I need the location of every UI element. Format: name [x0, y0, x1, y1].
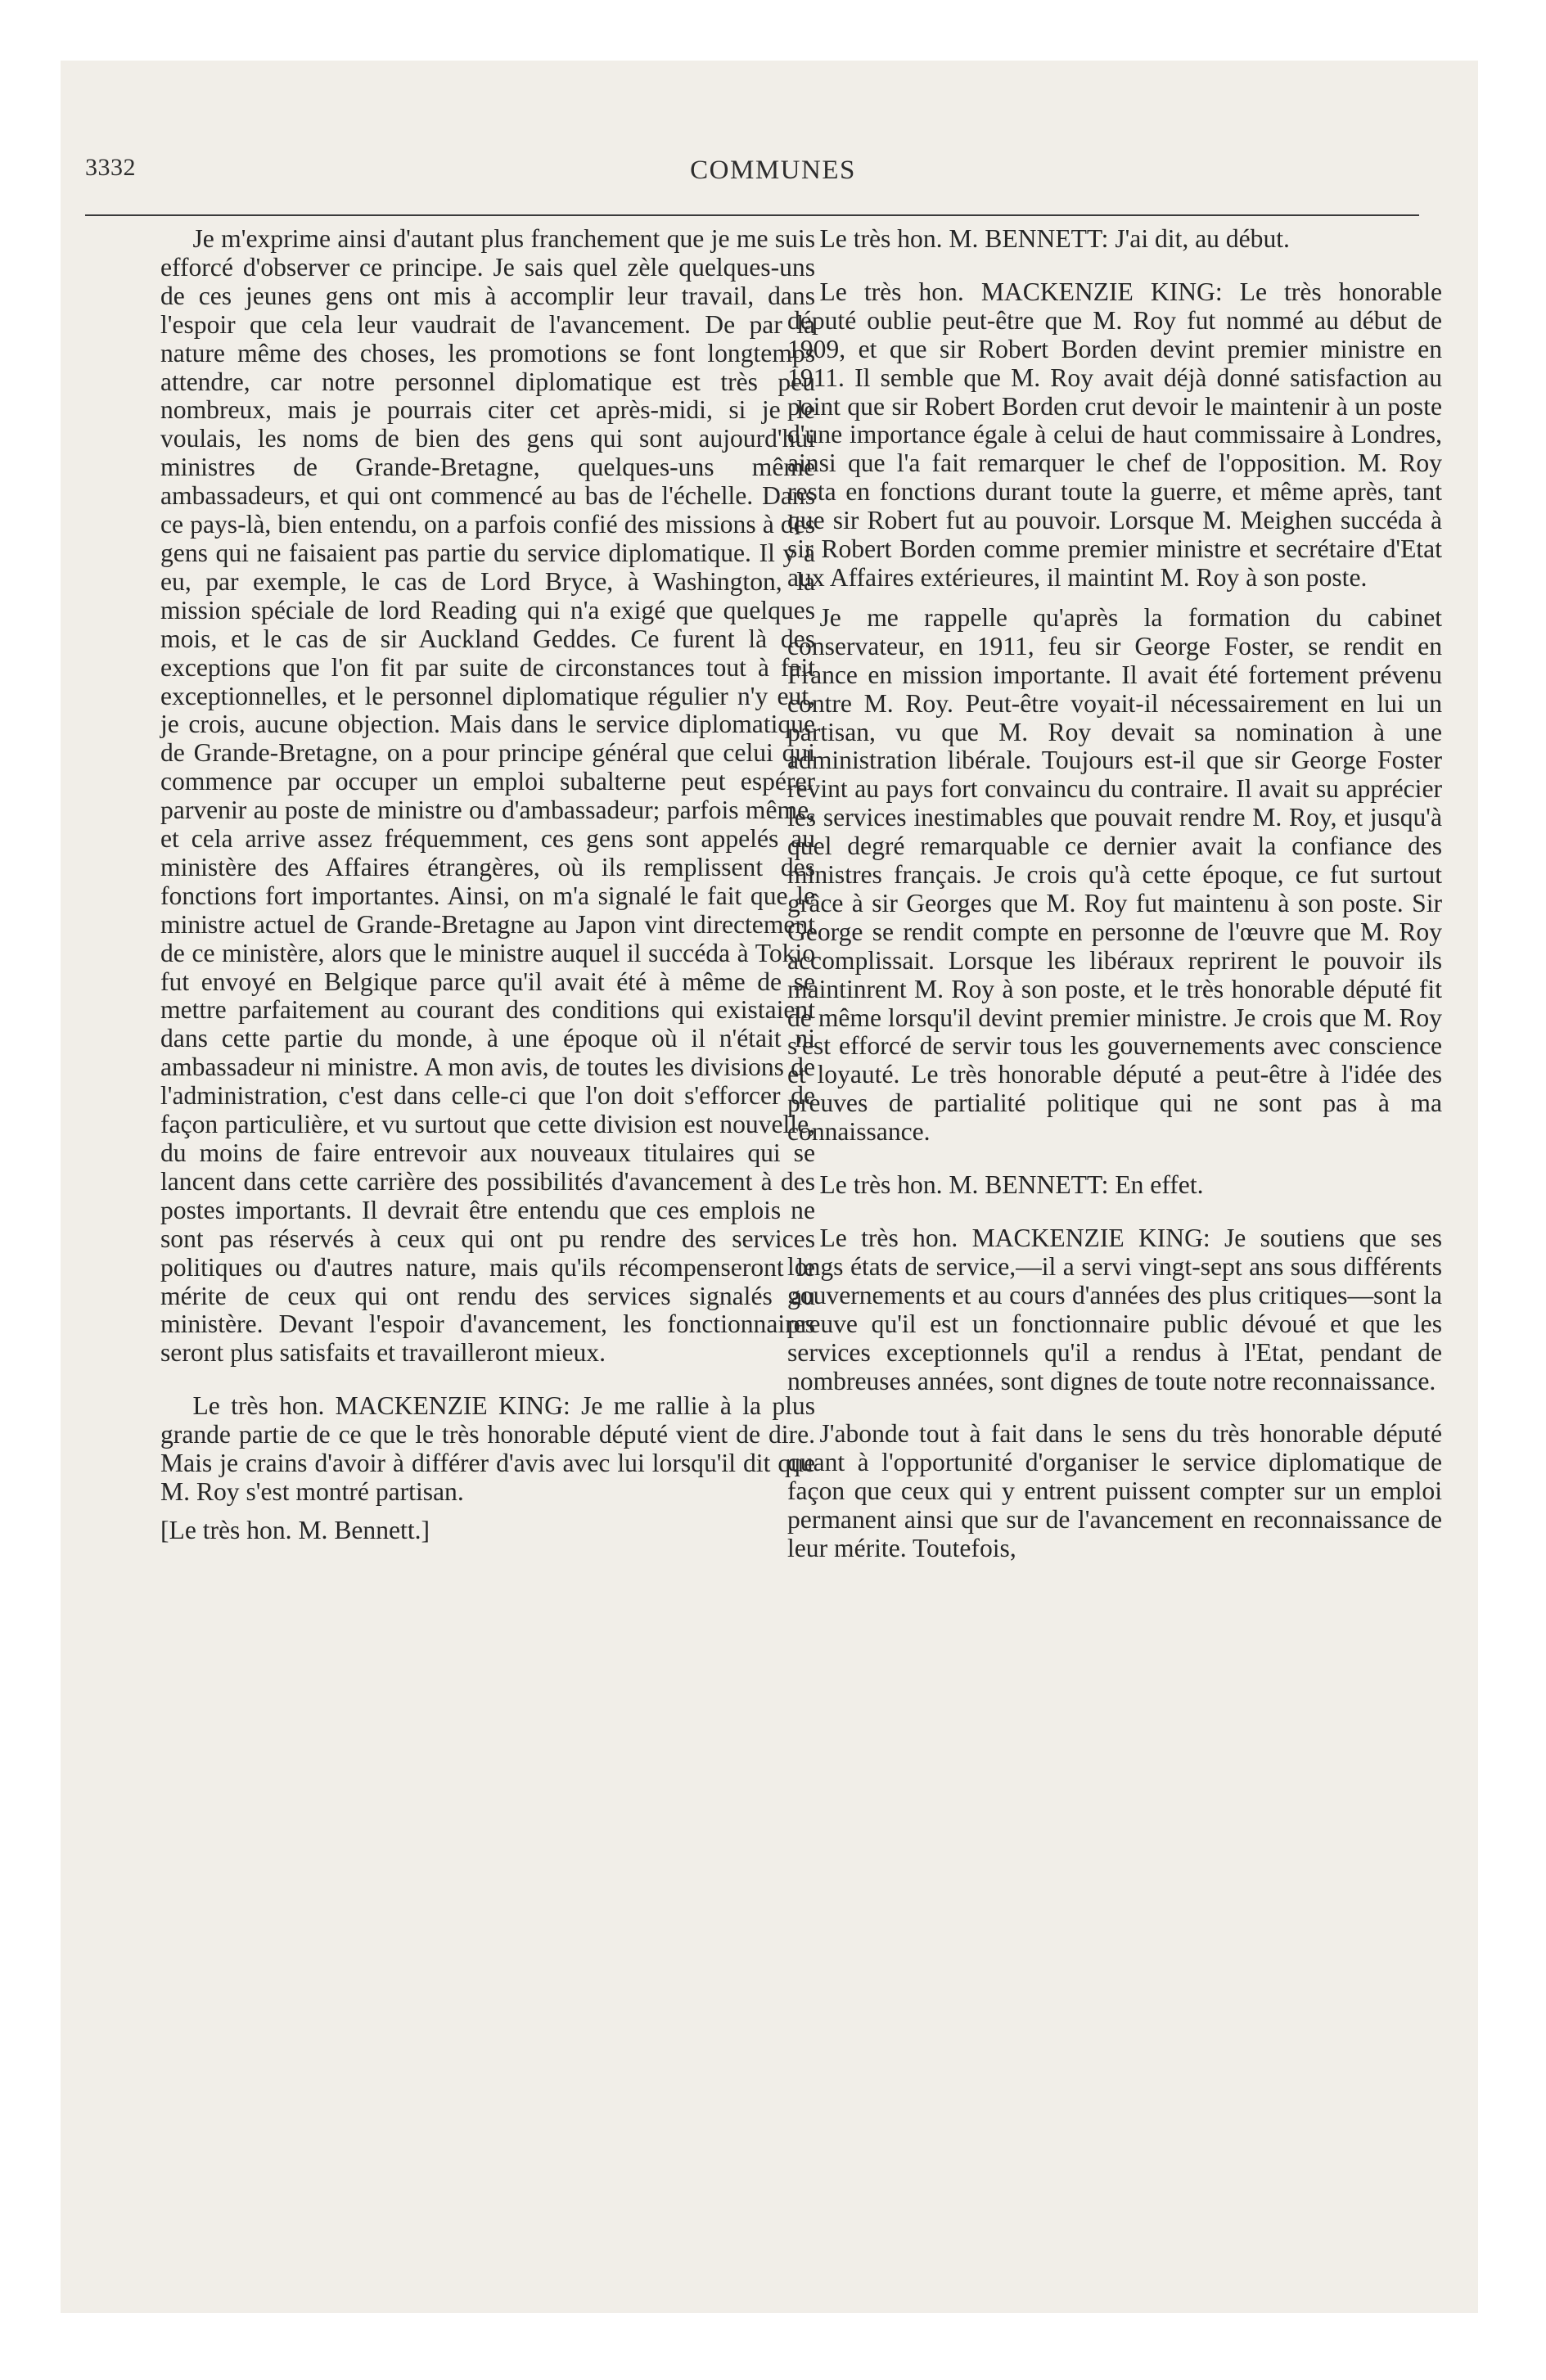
- paragraph: J'abonde tout à fait dans le sens du très honorable député quant à l'opportunité d'organiser le service diplomatique de façon que ceux qui y entrent puissent compter sur un emploi permanent ainsi que sur de l'avancement en reconnaissance de leur mérite. Toutefois,: [787, 1419, 1442, 1563]
- paragraph: Le très hon. M. BENNETT: J'ai dit, au début.: [819, 224, 1290, 253]
- paragraph: Je me rappelle qu'après la formation du cabinet conservateur, en 1911, feu sir George Foster, se rendit en France en mission importante. Il avait été fortement prévenu contre M. Roy. Peut-être voyait-il nécessairement en lui un partisan, vu que M. Roy devait sa nomination à une administration libérale. Toujours est-il que sir George Foster revint au pays fort convaincu du contraire. Il avait su apprécier les services inestimables que pouvait rendre M. Roy, et jusqu'à quel degré remarquable ce dernier avait la confiance des ministres français. Je crois qu'à cette époque, ce fut surtout grâce à sir Georges que M. Roy fut maintenu à son poste. Sir George se rendit compte en personne de l'œuvre que M. Roy accomplissait. Lorsque les libéraux reprirent le pouvoir ils maintinrent M. Roy à son poste, et le très honorable député fit de même lorsqu'il devint premier ministre. Je crois que M. Roy s'est efforcé de servir tous les gouvernements avec conscience et loyauté. Le très honorable député a peut-être à l'idée des preuves de partialité politique qui ne sont pas à ma connaissance.: [787, 602, 1442, 1147]
- paragraph: Je m'exprime ainsi d'autant plus franchement que je me suis efforcé d'observer ce principe. Je sais quel zèle quelques-uns de ces jeunes gens ont mis à accomplir leur travail, dans l'espoir que cela leur vaudrait de l'avancement. De par la nature même des choses, les promotions se font longtemps attendre, car notre personnel diplomatique est très peu nombreux, mais je pourrais citer cet après-midi, si je le voulais, les noms de bien des gens qui sont aujourd'hui ministres de Grande-Bretagne, quelques-uns même ambassadeurs, et qui ont commencé au bas de l'échelle. Dans ce pays-là, bien entendu, on a parfois confié des missions à des gens qui ne faisaient pas partie du service diplomatique. Il y a eu, par exemple, le cas de Lord Bryce, à Washington, la mission spéciale de lord Reading qui n'a exigé que quelques mois, et le cas de sir Auckland Geddes. Ce furent là des exceptions que l'on fit par suite de circonstances tout à fait exceptionnelles, et le personnel diplomatique régulier n'y eut, je crois, aucune objection. Mais dans le service diplomatique de Grande-Bretagne, on a pour principe général que celui qui commence par occuper un emploi subalterne peut espérer parvenir au poste de ministre ou d'ambassadeur; parfois même, et cela arrive assez fréquemment, ces gens sont appelés au ministère des Affaires étrangères, où ils remplissent des fonctions fort importantes. Ainsi, on m'a signalé le fait que le ministre actuel de Grande-Bretagne au Japon vint directement de ce ministère, alors que le ministre auquel il succéda à Tokio fut envoyé en Belgique parce qu'il avait été à même de se mettre parfaitement au courant des conditions qui existaient dans cette partie du monde, à une époque où il n'était ni ambassadeur ni ministre. A mon avis, de toutes les divisions de l'administration, c'est dans celle-ci que l'on doit s'efforcer de façon particulière, et vu surtout que cette division est nouvelle, du moins de faire entrevoir aux nouveaux titulaires qui se lancent dans cette carrière des possibilités d'avancement à des postes importants. Il devrait être entendu que ces emplois ne sont pas réservés à ceux qui ont pu rendre des services politiques ou d'autres nature, mais qu'ils récompenseront le mérite de ceux qui ont rendu des services signalés au ministère. Devant l'espoir d'avancement, les fonctionnaires seront plus satisfaits et travailleront mieux.: [160, 224, 815, 1368]
- speaker-note: [Le très hon. M. Bennett.]: [160, 1515, 430, 1544]
- header-rule: [85, 214, 1419, 216]
- left-column: [160, 225, 815, 1545]
- page-number: 3332: [85, 154, 136, 181]
- running-head: COMMUNES: [690, 156, 856, 185]
- paragraph: Le très hon. MACKENZIE KING: Le très honorable député oublie peut-être que M. Roy fut nommé au début de 1909, et que sir Robert Borden devint premier ministre en 1911. Il semble que M. Roy avait déjà donné satisfaction au point que sir Robert Borden crut devoir le maintenir à un poste d'une importance égale à celui de haut commissaire à Londres, ainsi que l'a fait remarquer le chef de l'opposition. M. Roy resta en fonctions durant toute la guerre, et même après, tant que sir Robert fut au pouvoir. Lorsque M. Meighen succéda à sir Robert Borden comme premier ministre et secrétaire d'Etat aux Affaires extérieures, il maintint M. Roy à son poste.: [787, 277, 1442, 592]
- paragraph: Le très hon. MACKENZIE KING: Je soutiens que ses longs états de service,—il a servi vingt-sept ans sous différents gouvernements et au cours d'années des plus critiques—sont la preuve qu'il est un fonctionnaire public dévoué et que les services exceptionnels qu'il a rendus à l'Etat, pendant de nombreuses années, sont dignes de toute notre reconnaissance.: [787, 1224, 1442, 1395]
- right-column: [787, 225, 1442, 1563]
- paragraph: Le très hon. MACKENZIE KING: Je me rallie à la plus grande partie de ce que le très honorable député vient de dire. Mais je crains d'avoir à différer d'avis avec lui lorsqu'il dit que M. Roy s'est montré partisan.: [160, 1391, 815, 1506]
- paragraph: Le très hon. M. BENNETT: En effet.: [819, 1170, 1204, 1200]
